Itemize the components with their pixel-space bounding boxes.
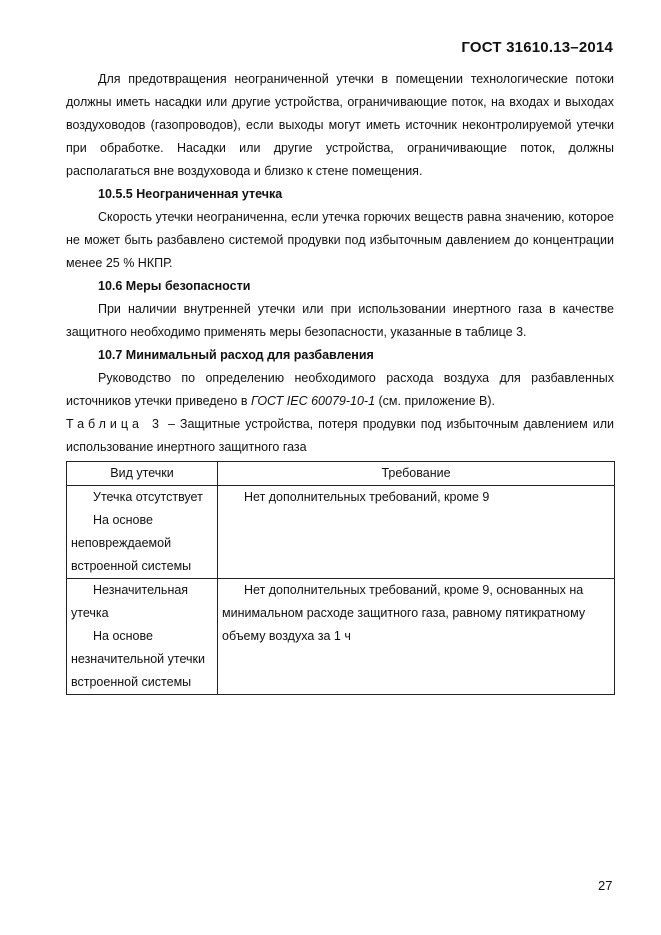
leak-type-title: Утечка отсутствует bbox=[93, 490, 203, 504]
column-header-requirement: Требование bbox=[218, 462, 615, 486]
table-row bbox=[67, 486, 615, 579]
requirement-text: Нет дополнительных требований, кроме 9 bbox=[244, 490, 490, 504]
dilution-guidance-text-a: Руководство по определению необходимого расхода воздуха для разбавленных источников утечки приведено в bbox=[66, 371, 614, 408]
leak-type-cell bbox=[67, 486, 218, 579]
leak-type-cell bbox=[67, 579, 218, 695]
table-caption-label: Таблица 3 bbox=[66, 417, 163, 431]
paragraph-unrestricted-leak-definition: Скорость утечки неограниченна, если утечка горючих веществ равна значению, которое не может быть разбавлено системой продувки под избыточным давлением до концентрации менее 25 % НКПР. bbox=[66, 210, 614, 270]
table-row bbox=[67, 579, 615, 695]
column-header-leak-type: Вид утечки bbox=[67, 462, 218, 486]
paragraph-safety-measures: При наличии внутренней утечки или при использовании инертного газа в качестве защитного необходимо применять меры безопасности, указанные в таблице 3. bbox=[66, 302, 614, 339]
requirement-text: Нет дополнительных требований, кроме 9, основанных на минимальном расходе защитного газа, равному пятикратному объему воздуха за 1 ч bbox=[222, 583, 586, 643]
page-body bbox=[66, 68, 614, 695]
section-heading-10-5-5: 10.5.5 Неограниченная утечка bbox=[98, 187, 283, 201]
leak-type-basis: На основе незначительной утечки встроенной системы bbox=[71, 629, 205, 689]
table-caption bbox=[66, 413, 614, 459]
paragraph-dilution-guidance bbox=[66, 367, 614, 413]
table-header-row bbox=[67, 462, 615, 486]
document-code: ГОСТ 31610.13–2014 bbox=[461, 39, 613, 56]
leak-type-title: Незначительная утечка bbox=[71, 583, 189, 620]
page-number: 27 bbox=[598, 878, 613, 893]
section-heading-10-7: 10.7 Минимальный расход для разбавления bbox=[98, 348, 374, 362]
section-heading-10-6: 10.6 Меры безопасности bbox=[98, 279, 251, 293]
standard-reference: ГОСТ IEC 60079-10-1 bbox=[250, 394, 376, 408]
dilution-guidance-text-b: (см. приложение B). bbox=[375, 394, 496, 408]
table-caption-text: – Защитные устройства, потеря продувки под избыточным давлением или использование инертного защитного газа bbox=[66, 417, 614, 454]
paragraph-unrestricted-leak-prevention: Для предотвращения неограниченной утечки в помещении технологические потоки должны иметь насадки или другие устройства, ограничивающие поток, на входах и выходах воздуховодов (газопроводов), если выходы могут иметь источник неконтролируемой утечки при обработке. Насадки или другие устройства, ограничивающие поток, должны располагаться вне воздуховода и близко к стене помещения. bbox=[66, 72, 614, 178]
requirement-cell bbox=[218, 486, 615, 579]
requirement-cell bbox=[218, 579, 615, 695]
leak-type-basis: На основе неповреждаемой встроенной системы bbox=[71, 513, 192, 573]
protective-measures-table bbox=[66, 461, 615, 695]
